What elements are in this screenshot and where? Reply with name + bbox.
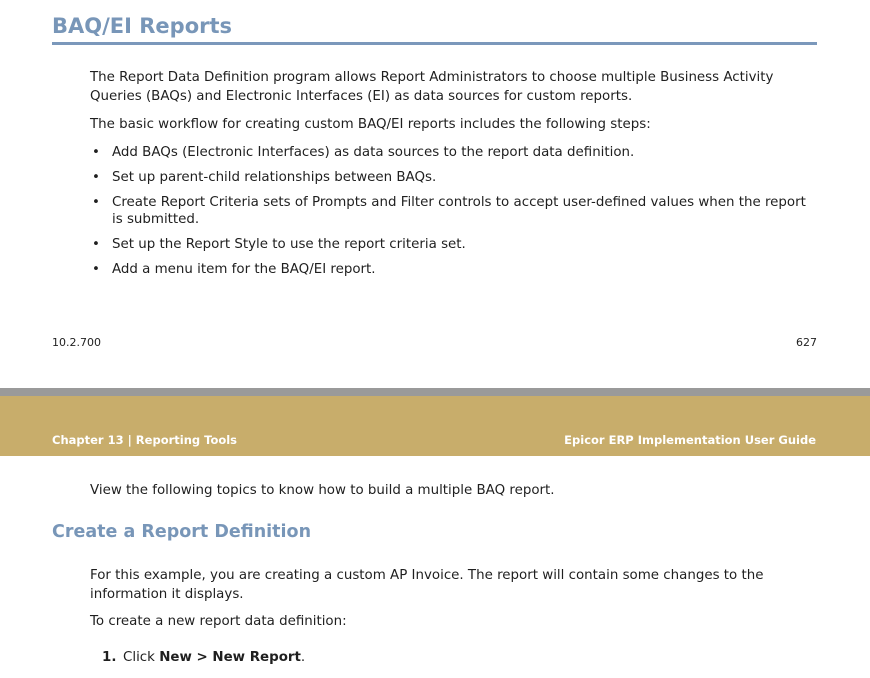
section-heading: BAQ/EI Reports [52,14,233,38]
intro-paragraph: The Report Data Definition program allows Report Administrators to choose multiple Business Activity Queries (BAQs) and Electronic Interfaces (EI) as data sources for custom reports. [90,70,774,104]
workflow-steps-list [90,144,818,286]
heading-rule [52,42,817,45]
example-paragraph: For this example, you are creating a custom AP Invoice. The report will contain some changes to the information it displays. [90,568,764,602]
list-item-text: Add BAQs (Electronic Interfaces) as data sources to the report data definition. [112,145,635,160]
list-item [90,236,818,253]
step-number: 1. [102,650,117,665]
list-item [90,261,818,278]
guide-title: Epicor ERP Implementation User Guide [564,433,816,447]
list-item-text: Set up parent-child relationships between BAQs. [112,170,437,185]
workflow-intro-paragraph: The basic workflow for creating custom BAQ/EI reports includes the following steps: [90,117,651,132]
list-item-text: Create Report Criteria sets of Prompts and Filter controls to accept user-defined values when the report is submitted. [112,195,806,227]
view-topics-paragraph: View the following topics to know how to build a multiple BAQ report. [90,483,555,498]
page-separator [0,388,870,396]
step-prefix: Click [123,650,155,665]
list-item-text: Add a menu item for the BAQ/EI report. [112,262,376,277]
bullet-icon: • [92,262,100,277]
subsection-heading: Create a Report Definition [52,522,312,542]
list-item-text: Set up the Report Style to use the report criteria set. [112,237,466,252]
footer-page-number: 627 [796,336,817,349]
step-action: New > New Report [159,650,301,665]
bullet-icon: • [92,145,100,160]
step-suffix: . [300,650,306,665]
create-intro-paragraph: To create a new report data definition: [90,614,347,629]
chapter-header-band [0,396,870,456]
bullet-icon: • [92,195,100,210]
list-item [90,169,818,186]
chapter-label: Chapter 13 | Reporting Tools [52,433,238,447]
list-item [90,144,818,161]
list-item [90,194,818,228]
numbered-step-1 [102,649,305,666]
bullet-icon: • [92,170,100,185]
footer-version: 10.2.700 [52,336,101,349]
bullet-icon: • [92,237,100,252]
